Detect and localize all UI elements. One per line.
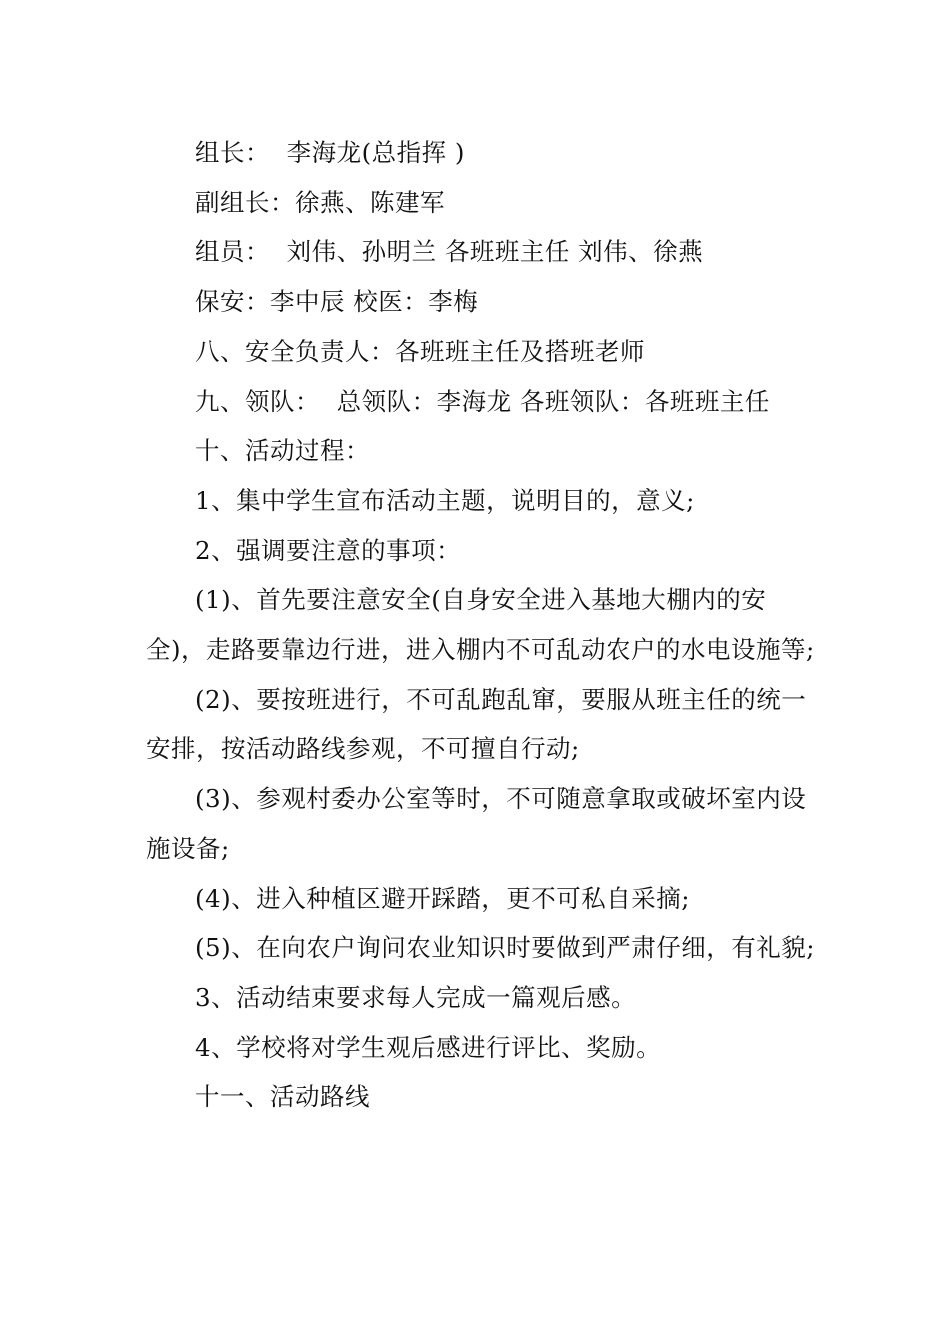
- section-11-heading: 十一、活动路线: [195, 1082, 370, 1112]
- precaution-item-5: (5)、在向农户询问农业知识时要做到严肃仔细，有礼貌;: [195, 933, 815, 963]
- process-item-1: 1、集中学生宣布活动主题，说明目的，意义;: [195, 485, 695, 515]
- process-item-2: 2、强调要注意的事项：: [195, 535, 462, 565]
- precaution-item-1: (1)、首先要注意安全(自身安全进入基地大棚内的安全)，走路要靠边行进，进入棚内不可乱动农户的水电设施等;: [146, 585, 815, 665]
- precaution-item-3: (3)、参观村委办公室等时，不可随意拿取或破坏室内设施设备;: [146, 784, 807, 863]
- section-10-heading: 十、活动过程：: [195, 436, 370, 466]
- precaution-item-4: (4)、进入种植区避开踩踏，更不可私自采摘;: [195, 883, 690, 913]
- team-members-line: 组员： 刘伟、孙明兰 各班班主任 刘伟、徐燕: [195, 237, 704, 267]
- precaution-item-2: (2)、要按班进行，不可乱跑乱窜，要服从班主任的统一安排，按活动路线参观，不可擅自行动;: [146, 684, 807, 764]
- process-item-3: 3、活动结束要求每人完成一篇观后感。: [195, 982, 637, 1012]
- process-item-4: 4、学校将对学生观后感进行评比、奖励。: [195, 1032, 662, 1062]
- team-leader-line: 组长： 李海龙(总指挥 ): [195, 138, 465, 167]
- section-9-leaders-line: 九、领队： 总领队：李海龙 各班领队：各班班主任: [195, 386, 770, 416]
- document-body: [146, 128, 816, 1122]
- section-8-safety-line: 八、安全负责人：各班班主任及搭班老师: [195, 336, 645, 366]
- deputy-leader-line: 副组长：徐燕、陈建军: [195, 187, 445, 217]
- security-doctor-line: 保安：李中辰 校医：李梅: [195, 287, 479, 317]
